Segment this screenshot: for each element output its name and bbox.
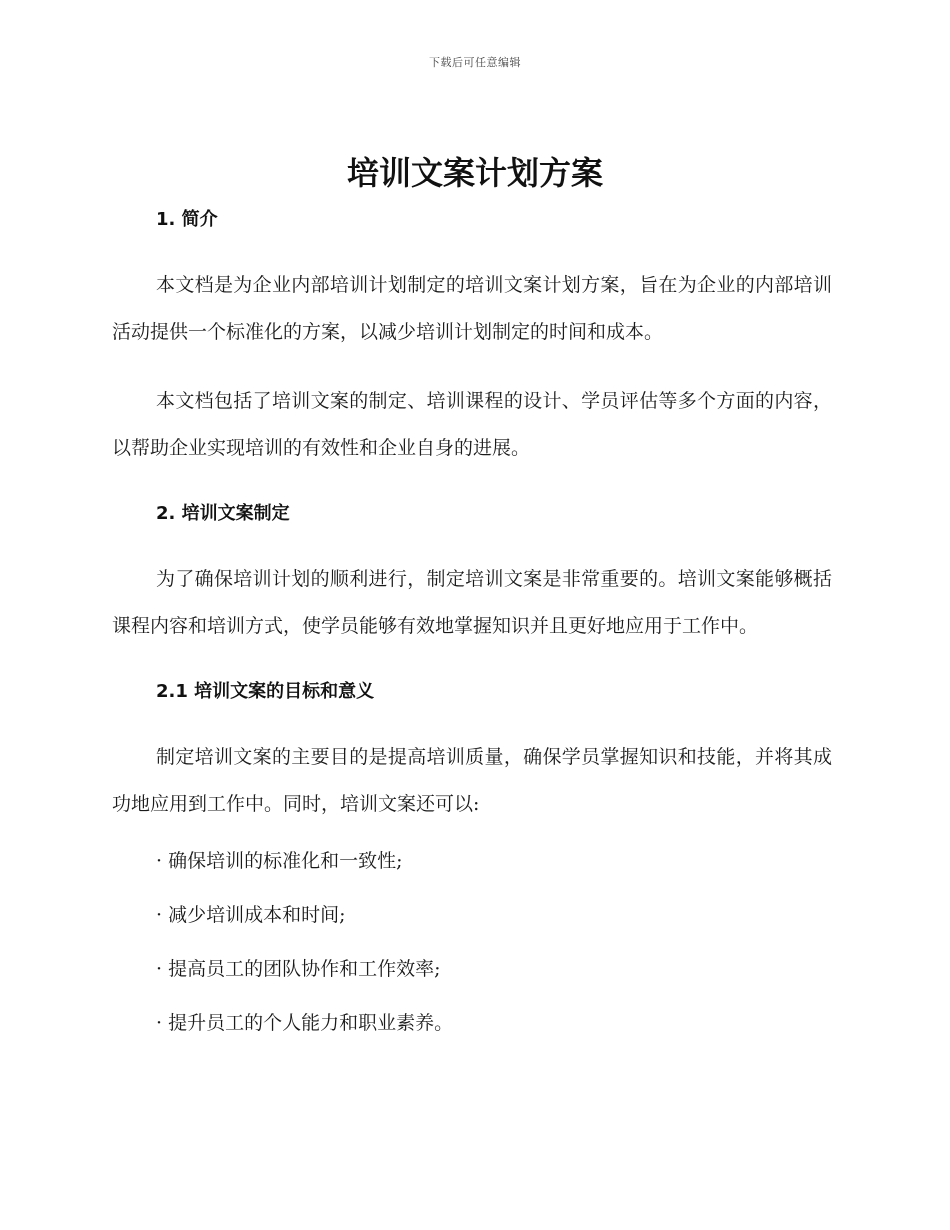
section-heading-intro: 1. 简介 [156, 209, 218, 230]
section-heading-goals: 2.1 培训文案的目标和意义 [156, 681, 375, 702]
intro-paragraph-1: 本文档是为企业内部培训计划制定的培训文案计划方案，旨在为企业的内部培训活动提供一个标准化的方案，以减少培训计划制定的时间和成本。 [112, 274, 832, 343]
goals-paragraph-1: 制定培训文案的主要目的是提高培训质量，确保学员掌握知识和技能，并将其成功地应用到工作中。同时，培训文案还可以: [112, 746, 832, 815]
list-item: · 减少培训成本和时间; [156, 904, 346, 926]
intro-paragraph-2: 本文档包括了培训文案的制定、培训课程的设计、学员评估等多个方面的内容，以帮助企业实现培训的有效性和企业自身的进展。 [112, 390, 832, 459]
header-note: 下载后可任意编辑 [429, 56, 521, 69]
formulation-paragraph-1: 为了确保培训计划的顺利进行，制定培训文案是非常重要的。培训文案能够概括课程内容和培训方式，使学员能够有效地掌握知识并且更好地应用于工作中。 [112, 568, 832, 637]
list-item: · 确保培训的标准化和一致性; [156, 850, 403, 872]
section-heading-formulation: 2. 培训文案制定 [156, 503, 290, 524]
list-item: · 提高员工的团队协作和工作效率; [156, 958, 441, 980]
document-title: 培训文案计划方案 [346, 154, 603, 192]
list-item: · 提升员工的个人能力和职业素养。 [156, 1012, 454, 1034]
document-body [112, 200, 832, 1050]
